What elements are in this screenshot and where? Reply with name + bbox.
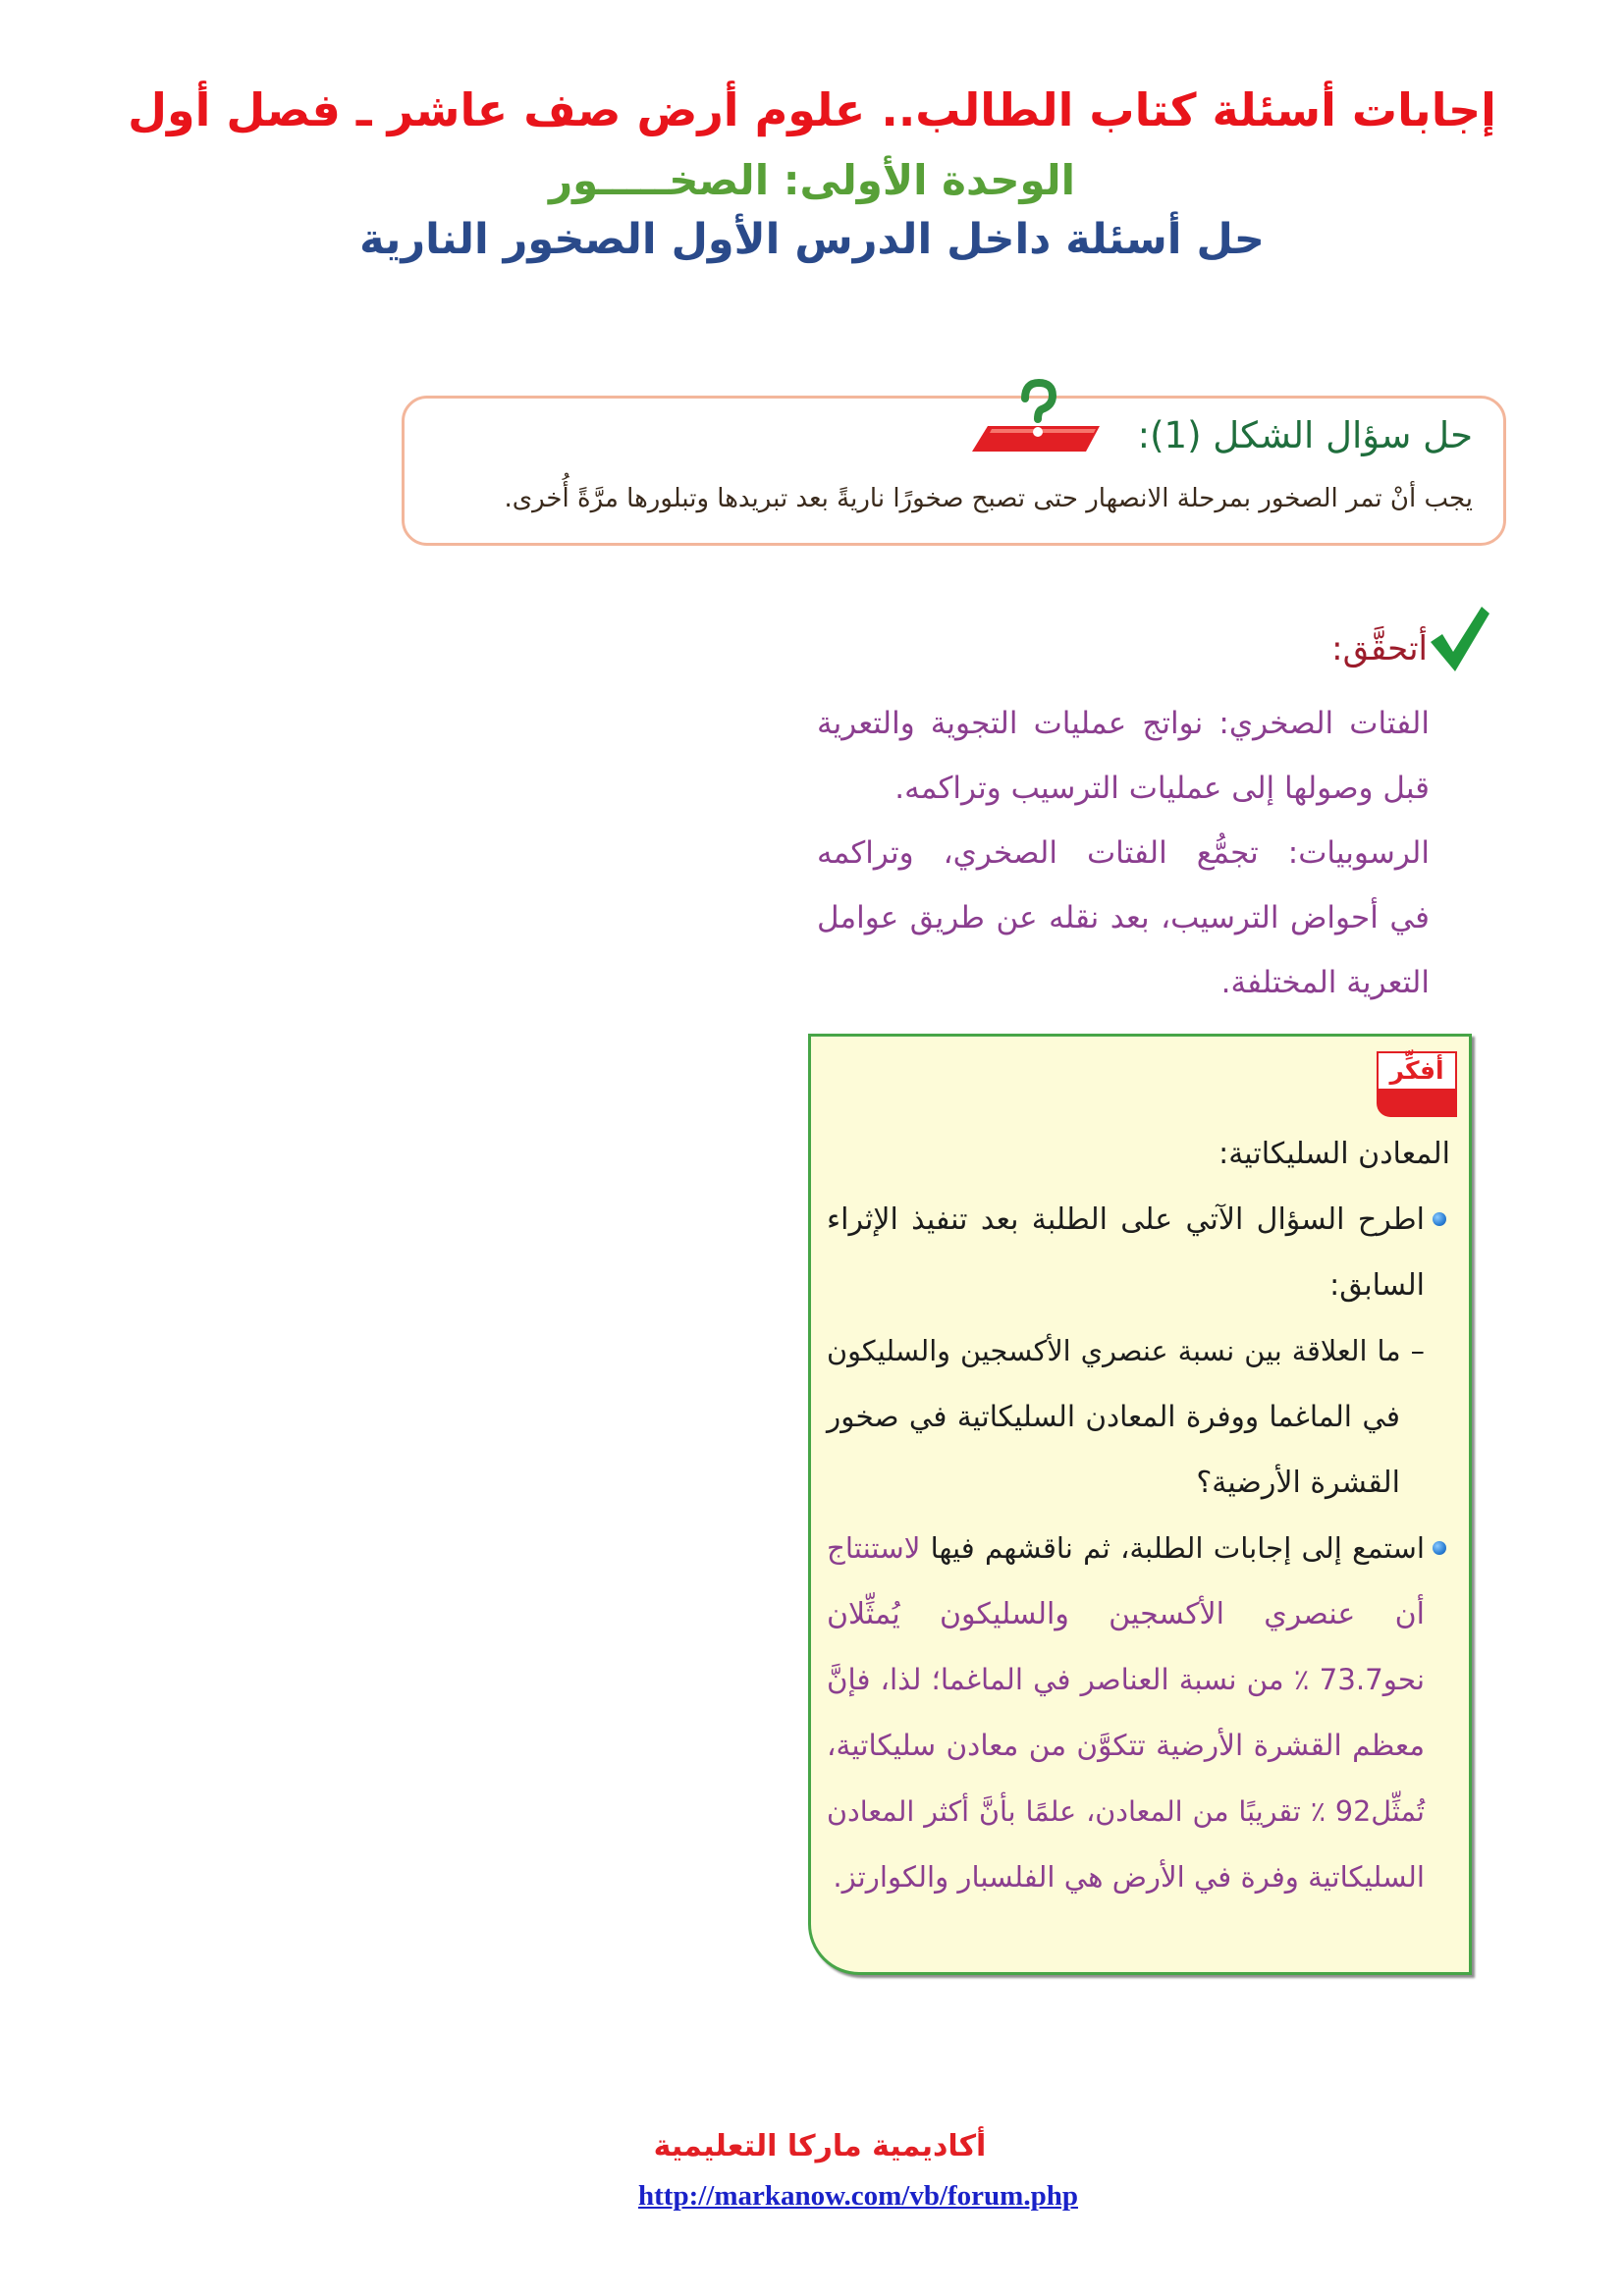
prompt-line: اطرح السؤال الآتي على الطلبة بعد تنفيذ الإثراء [827,1202,1425,1237]
bullet-icon [1433,1212,1446,1226]
discussion-answer-line: السليكاتية وفرة في الأرض هي الفلسبار والكوارتز. [833,1860,1425,1894]
answer-row [827,1647,1425,1713]
discussion-answer-line: نحو73.7 ٪ من نسبة العناصر في الماغما؛ لذا، فإنَّ [827,1663,1425,1696]
check-answer-line: الفتات الصخري: نواتج عمليات التجوية والتعرية [817,706,1430,741]
think-heading-row [827,1121,1450,1187]
discussion-answer-line: تُمثِّل92 ٪ تقريبًا من المعادن، علمًا بأنَّ أكثر المعادن [827,1794,1425,1828]
question-line: القشرة الأرضية؟ [1196,1466,1400,1500]
check-answer [817,691,1430,1015]
checkmark-icon [1429,605,1489,673]
think-content [827,1121,1450,1910]
question-mark-icon [968,375,1102,455]
question-row [827,1450,1425,1516]
footer-academy-name: أكاديمية ماركا التعليمية [653,2129,987,2163]
check-answer-line: قبل وصولها إلى عمليات الترسيب وتراكمه. [894,771,1430,806]
lesson-title: حل أسئلة داخل الدرس الأول الصخور النارية [359,215,1265,264]
discussion-line [827,1516,1425,1581]
think-tab [1377,1051,1457,1117]
footer-forum-link[interactable]: http://markanow.com/vb/forum.php [638,2180,1078,2212]
think-heading: المعادن السليكاتية: [1218,1137,1450,1171]
question-line: في الماغما ووفرة المعادن السليكاتية في صخور [827,1400,1400,1433]
figure-question-heading: حل سؤال الشكل (1): [1137,414,1473,456]
question-row [827,1384,1425,1450]
list-item [827,1187,1425,1253]
question-row [827,1318,1425,1384]
check-heading: أتحقَّق: [1331,629,1428,668]
figure-question-box [402,396,1506,546]
question-line: – ما العلاقة بين نسبة عنصري الأكسجين والسليكون [827,1334,1425,1367]
answer-row [827,1581,1425,1647]
answer-row [827,1844,1425,1910]
discussion-answer-start: لاستنتاج [827,1531,921,1565]
answer-row [827,1713,1425,1779]
check-answer-line: في أحواض الترسيب، بعد نقله عن طريق عوامل [817,900,1430,935]
prompt-line: السابق: [1329,1268,1425,1303]
check-answer-line: التعرية المختلفة. [1220,965,1430,1000]
think-tab-label: أفكِّر [1377,1051,1457,1091]
list-item [827,1516,1425,1581]
discussion-answer-line: أن عنصري الأكسجين والسليكون يُمثِّلان [827,1597,1425,1631]
think-box [808,1034,1472,1975]
bullet-icon [1433,1541,1446,1555]
answer-row [827,1779,1425,1844]
think-tab-band [1377,1091,1457,1117]
list-item-continued [827,1253,1425,1318]
unit-title: الوحدة الأولى: الصخـــــور [548,156,1075,204]
discussion-intro: استمع إلى إجابات الطلبة، ثم ناقشهم فيها [930,1531,1425,1565]
figure-question-answer: يجب أنْ تمر الصخور بمرحلة الانصهار حتى تصبح صخورًا ناريةً بعد تبريدها وتبلورها مرَّةً أُخرى. [504,484,1473,513]
page-title: إجابات أسئلة كتاب الطالب.. علوم أرض صف عاشر ـ فصل أول [128,83,1496,136]
check-answer-line: الرسوبيات: تجمُّع الفتات الصخري، وتراكمه [817,835,1430,871]
discussion-answer-line: معظم القشرة الأرضية تتكوَّن من معادن سليكاتية، [827,1729,1425,1762]
